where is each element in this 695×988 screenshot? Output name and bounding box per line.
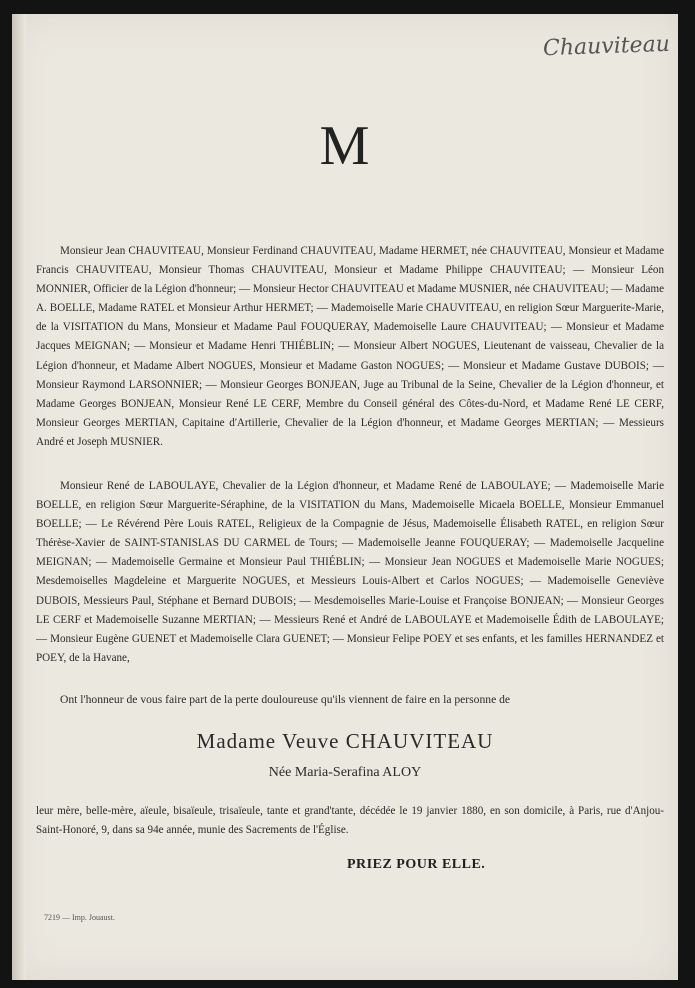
initial-letter: M — [319, 115, 371, 177]
handwritten-note: Chauviteau — [542, 31, 671, 62]
family-list-paragraph-2 — [36, 477, 664, 668]
death-details: leur mère, belle-mère, aïeule, bisaïeule, trisaïeule, tante et grand'tante, décédée le 19 janvier 1880, en son domicile, à Paris, rue d'Anjou-Saint-Honoré, 9, dans sa 94e année, munie des Sacrements de l'Église. — [36, 805, 664, 836]
deceased-name: Madame Veuve CHAUVITEAU — [196, 729, 494, 753]
family-list-paragraph-1 — [36, 242, 664, 452]
announcement-intro: Ont l'honneur de vous faire part de la perte douloureuse qu'ils viennent de faire en la personne de — [60, 693, 511, 706]
paragraph-text: Monsieur Jean CHAUVITEAU, Monsieur Ferdinand CHAUVITEAU, Madame HERMET, née CHAUVITEAU, Monsieur et Madame Francis CHAUVITEAU, Monsieur Thomas CHAUVITEAU, Monsieur et Madame Philippe CHAUVITEAU; — Monsieur Léon MONNIER, Officier de la Légion d'honneur; — Monsieur Hector CHAUVITEAU et Madame MUSNIER, née CHAUVITEAU; — Madame A. BOELLE, Madame RATEL et Monsieur Arthur HERMET; — Mademoiselle Marie CHAUVITEAU, en religion Sœur Marguerite-Marie, de la VISITATION du Mans, Monsieur et Madame Paul FOUQUERAY, Mademoiselle Laure CHAUVITEAU; — Monsieur et Madame Jacques MEIGNAN; — Monsieur et Madame Henri THIÉBLIN; — Monsieur Albert NOGUES, Lieutenant de vaisseau, Chevalier de la Légion d'honneur, et Madame Albert NOGUES, Monsieur et Madame Gaston NOGUES; — Monsieur et Madame Gustave DUBOIS; — Monsieur Raymond LARSONNIER; — Monsieur Georges BONJEAN, Juge au Tribunal de la Seine, Chevalier de la Légion d'honneur, et Madame Georges BONJEAN, Monsieur René LE CERF, Membre du Conseil général des Côtes-du-Nord, et Madame René LE CERF, Monsieur Georges MERTIAN, Capitaine d'Artillerie, Chevalier de la Légion d'honneur, et Madame Georges MERTIAN; — Messieurs André et Joseph MUSNIER. — [36, 245, 664, 448]
paragraph-text: Monsieur René de LABOULAYE, Chevalier de la Légion d'honneur, et Madame René de LABOULAYE; — Mademoiselle Marie BOELLE, en religion Sœur Marguerite-Séraphine, de la VISITATION du Mans, Mademoiselle Micaela BOELLE, Monsieur Emmanuel BOELLE; — Le Révérend Père Louis RATEL, Religieux de la Compagnie de Jésus, Mademoiselle Élisabeth RATEL, en religion Sœur Thérèse-Xavier de SAINT-STANISLAS DU CARMEL de Tours; — Mademoiselle Jeanne FOUQUERAY; — Mademoiselle Jacqueline MEIGNAN; — Mademoiselle Germaine et Monsieur Paul THIÉBLIN; — Monsieur Jean NOGUES et Mademoiselle Marie NOGUES; Mesdemoiselles Magdeleine et Marguerite NOGUES, et Messieurs Louis-Albert et Carlos NOGUES; — Mademoiselle Geneviève DUBOIS, Messieurs Paul, Stéphane et Bernard DUBOIS; — Mesdemoiselles Marie-Louise et Françoise BONJEAN; — Monsieur Georges LE CERF et Mademoiselle Suzanne MERTIAN; — Messieurs René et André de LABOULAYE et Mademoiselle Édith de LABOULAYE; — Monsieur Eugène GUENET et Mademoiselle Clara GUENET; — Monsieur Felipe POEY et ses enfants, et les familles HERNANDEZ et POEY, de la Havane, — [36, 480, 664, 664]
letter-page — [12, 14, 678, 980]
closing-prayer: PRIEZ POUR ELLE. — [347, 857, 486, 872]
maiden-name: Née Maria-Serafina ALOY — [268, 765, 422, 780]
printer-mark: 7219 — Imp. Jouaust. — [44, 913, 115, 922]
